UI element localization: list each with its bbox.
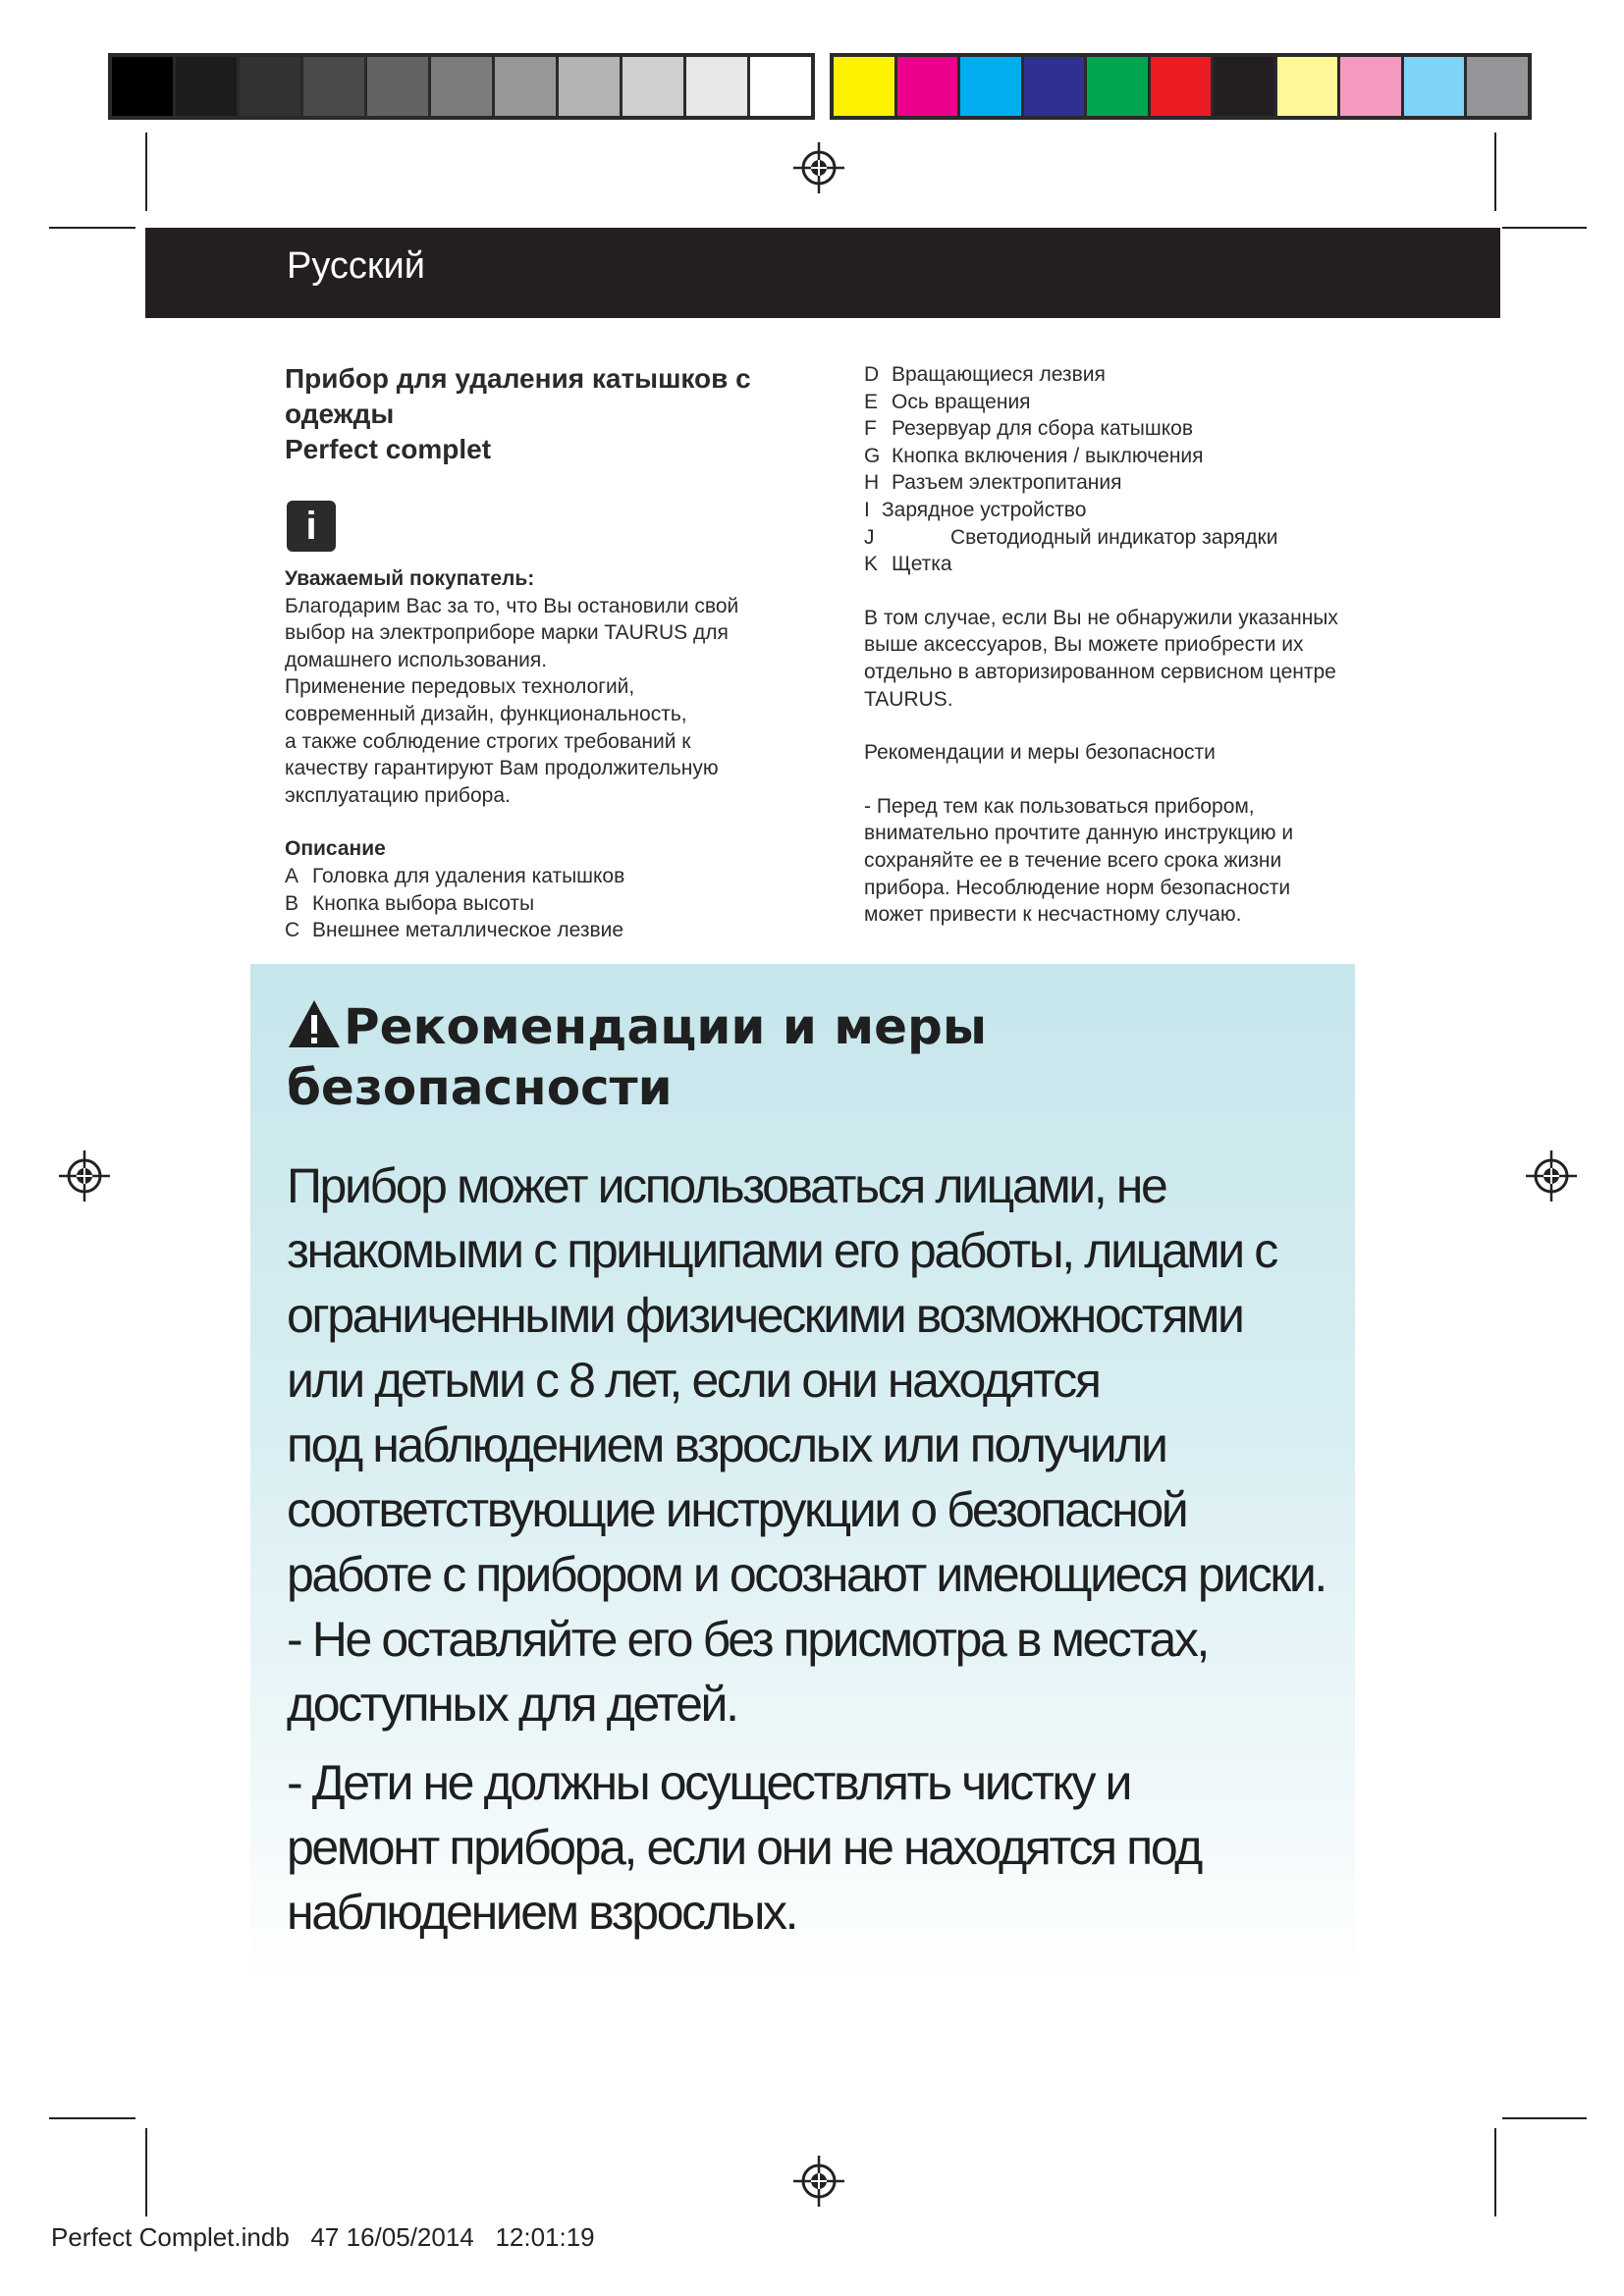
list-item: [864, 469, 1414, 497]
color-swatch: [960, 57, 1024, 116]
safety-body-line: доступных для детей.: [287, 1677, 737, 1732]
item-letter: H: [864, 471, 880, 495]
item-letter: K: [864, 553, 879, 576]
list-item: [864, 389, 1414, 416]
footer-date: 16/05/2014: [346, 2222, 474, 2252]
safety-body-line: или детьми с 8 лет, если они находятся: [287, 1353, 1100, 1408]
color-swatch: [495, 57, 559, 116]
intro-heading: Уважаемый покупатель:: [285, 567, 535, 590]
color-swatch: [1151, 57, 1215, 116]
product-title: [285, 361, 815, 467]
list-item: [864, 415, 1414, 443]
intro-line: современный дизайн, функциональность,: [285, 702, 687, 725]
item-letter: G: [864, 444, 881, 467]
color-swatch: [176, 57, 240, 116]
product-title-line: Прибор для удаления катышков с: [285, 363, 751, 394]
safety-body-line: - Не оставляйте его без присмотра в местах,: [287, 1612, 1208, 1667]
grayscale-color-bar: [108, 53, 815, 120]
item-letter: I: [864, 498, 870, 521]
registration-mark-icon: [57, 1148, 112, 1203]
item-letter: D: [864, 363, 880, 386]
color-swatch: [1340, 57, 1404, 116]
intro-line: качеству гарантируют Вам продолжительную: [285, 757, 719, 780]
safety-body-line: ограниченными физическими возможностями: [287, 1288, 1243, 1343]
color-swatch: [1467, 57, 1528, 116]
intro-line: эксплуатацию прибора.: [285, 783, 511, 807]
color-swatch: [240, 57, 303, 116]
process-color-bar: [830, 53, 1532, 120]
color-swatch: [1087, 57, 1151, 116]
safety-subheading: Рекомендации и меры безопасности: [864, 741, 1216, 765]
color-swatch: [431, 57, 495, 116]
left-column: [285, 361, 815, 944]
list-item: [864, 497, 1414, 524]
registration-mark-icon: [1524, 1148, 1579, 1203]
list-item: [864, 551, 1414, 578]
safety-box-title: [287, 996, 1170, 1118]
safety-body-line: под наблюдением взрослых или получили: [287, 1417, 1166, 1472]
language-label: Русский: [287, 245, 425, 287]
item-letter: E: [864, 390, 879, 413]
color-swatch: [112, 57, 176, 116]
item-letter: A: [285, 864, 299, 887]
color-swatch: [303, 57, 367, 116]
safety-body-line: Прибор может использоваться лицами, не: [287, 1158, 1166, 1213]
color-swatch: [1214, 57, 1277, 116]
crop-mark: [1494, 133, 1496, 211]
color-swatch: [1024, 57, 1088, 116]
item-text: Разъем электропитания: [892, 471, 1122, 495]
product-model: Perfect complet: [285, 434, 492, 464]
crop-mark: [1502, 227, 1587, 229]
crop-mark: [49, 2117, 135, 2119]
item-text: Внешнее металлическое лезвие: [312, 919, 624, 942]
item-text: Резервуар для сбора катышков: [892, 417, 1194, 441]
warning-triangle-icon: [287, 998, 342, 1049]
item-text: Вращающиеся лезвия: [892, 363, 1106, 386]
safety-body-line: ремонт прибора, если они не находятся под: [287, 1820, 1201, 1875]
list-item: [864, 443, 1414, 470]
color-swatch: [1277, 57, 1341, 116]
list-item: [864, 524, 1414, 552]
crop-mark: [49, 227, 135, 229]
item-text: Кнопка выбора высоты: [312, 891, 535, 915]
intro-line: домашнего использования.: [285, 648, 548, 671]
crop-mark: [145, 2128, 147, 2216]
accessories-note: [864, 605, 1414, 713]
crop-mark: [1502, 2117, 1587, 2119]
intro-line: Благодарим Вас за то, что Вы остановили свой: [285, 594, 739, 617]
info-icon: i: [287, 501, 336, 552]
intro-line: а также соблюдение строгих требований к: [285, 729, 691, 753]
intro-line: выбор на электроприборе марки TAURUS для: [285, 621, 729, 645]
footer-time: 12:01:19: [495, 2222, 595, 2252]
safety-line: может привести к несчастному случаю.: [864, 903, 1242, 927]
item-letter: J: [864, 525, 875, 549]
safety-body-line: - Дети не должны осуществлять чистку и: [287, 1755, 1131, 1810]
footer-file: Perfect Complet.indb: [51, 2222, 290, 2252]
item-text: Зарядное устройство: [882, 498, 1087, 521]
item-letter: F: [864, 417, 877, 441]
list-item: [285, 917, 815, 944]
registration-mark-icon: [791, 140, 846, 195]
safety-intro-text: [864, 793, 1414, 929]
safety-body-line: наблюдением взрослых.: [287, 1885, 797, 1940]
safety-body-line: работе с прибором и осознают имеющиеся риски.: [287, 1547, 1326, 1602]
color-swatch: [367, 57, 431, 116]
right-column: [864, 361, 1414, 929]
intro-text: [285, 593, 815, 810]
language-header-band: [145, 228, 1500, 318]
safety-paragraph: [287, 1153, 1406, 1736]
color-swatch: [834, 57, 897, 116]
list-item: [864, 361, 1414, 389]
safety-box-body: [287, 1153, 1406, 1945]
item-letter: C: [285, 919, 300, 942]
item-text: Ось вращения: [892, 390, 1031, 413]
list-item: [285, 890, 815, 918]
item-letter: B: [285, 891, 299, 915]
footer-page: 47: [310, 2222, 340, 2252]
item-text: Головка для удаления катышков: [312, 864, 625, 887]
item-text: Щетка: [892, 553, 952, 576]
crop-mark: [1494, 2128, 1496, 2216]
safety-line: - Перед тем как пользоваться прибором,: [864, 794, 1255, 818]
registration-mark-icon: [791, 2154, 846, 2209]
description-heading: Описание: [285, 837, 386, 861]
color-swatch: [623, 57, 686, 116]
color-swatch: [897, 57, 961, 116]
safety-line: внимательно прочтите данную инструкцию и: [864, 822, 1294, 845]
note-line: выше аксессуаров, Вы можете приобрести их: [864, 633, 1304, 657]
safety-line: прибора. Несоблюдение норм безопасности: [864, 876, 1291, 899]
print-slug-footer: [51, 2222, 595, 2253]
color-swatch: [686, 57, 750, 116]
safety-line: сохраняйте ее в течение всего срока жизни: [864, 848, 1282, 872]
color-swatch: [1404, 57, 1468, 116]
safety-title-line: Рекомендации и меры: [344, 998, 988, 1055]
color-swatch: [559, 57, 623, 116]
item-text: Светодиодный индикатор зарядки: [950, 525, 1278, 549]
item-text: Кнопка включения / выключения: [892, 444, 1204, 467]
note-line: TAURUS.: [864, 687, 953, 711]
safety-body-line: соответствующие инструкции о безопасной: [287, 1482, 1187, 1537]
crop-mark: [145, 133, 147, 211]
list-item: [285, 863, 815, 890]
note-line: отдельно в авторизированном сервисном центре: [864, 660, 1336, 683]
safety-title-line: безопасности: [287, 1059, 673, 1116]
safety-body-line: знакомыми с принципами его работы, лицами с: [287, 1223, 1276, 1278]
note-line: В том случае, если Вы не обнаружили указанных: [864, 606, 1338, 629]
safety-paragraph: [287, 1750, 1406, 1945]
color-swatch: [750, 57, 811, 116]
intro-line: Применение передовых технологий,: [285, 675, 635, 699]
product-title-line: одежды: [285, 399, 395, 429]
